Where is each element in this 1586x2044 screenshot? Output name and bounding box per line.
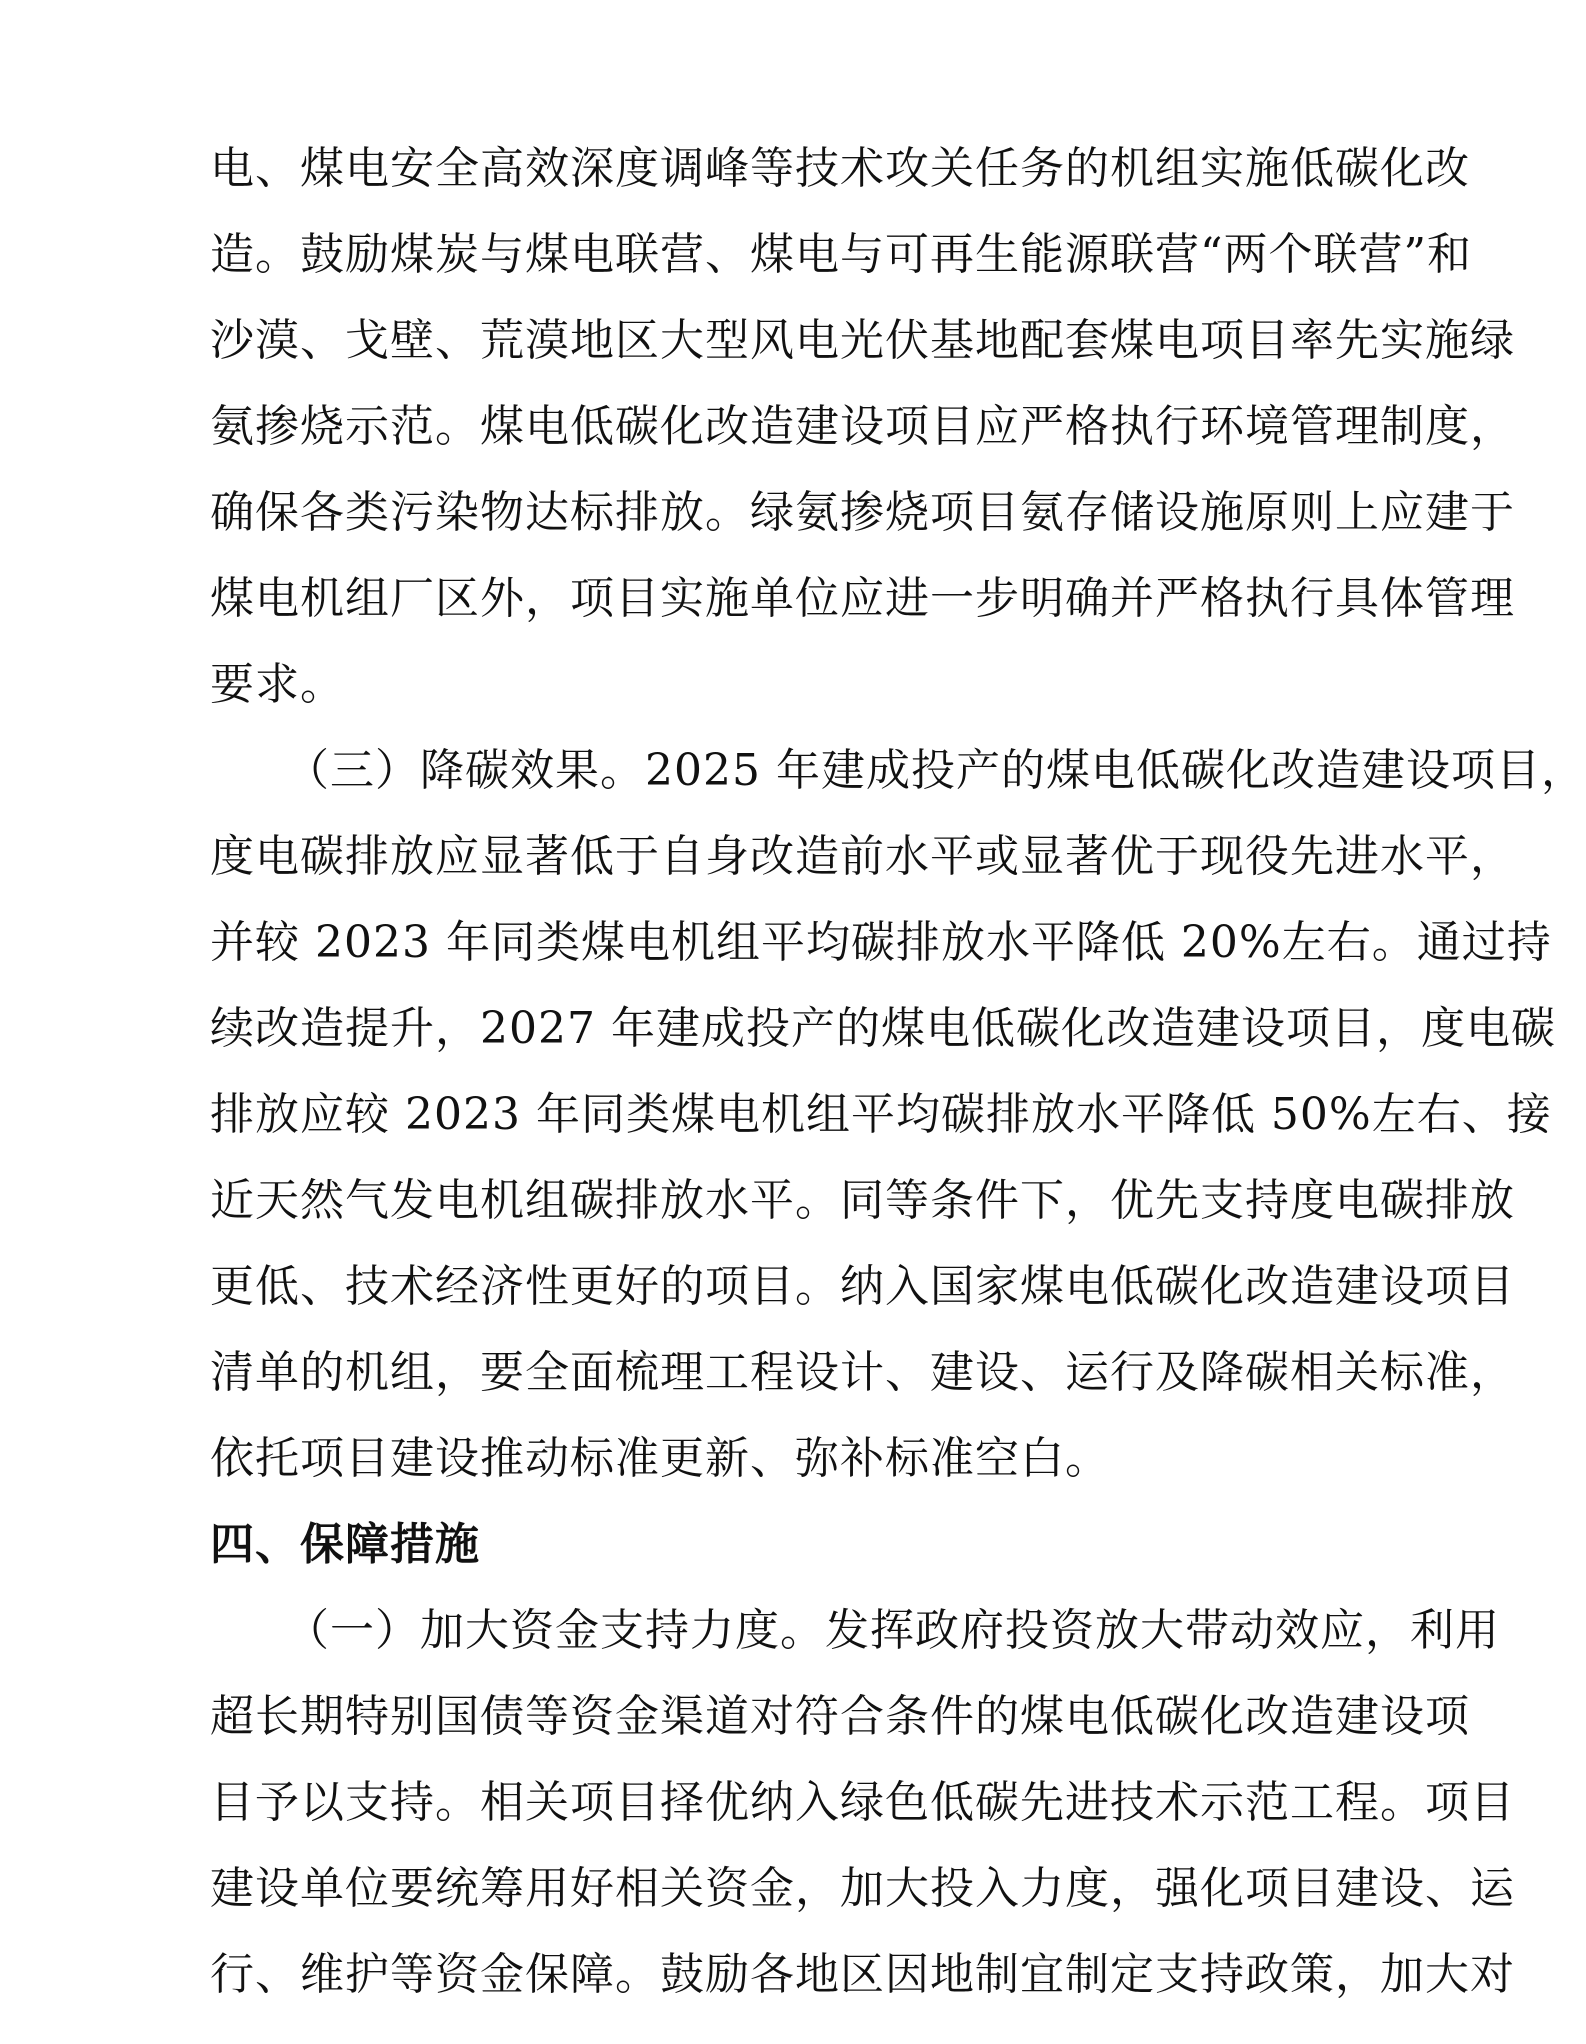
text-line: 行、维护等资金保障。鼓励各地区因地制宜制定支持政策，加大对 bbox=[210, 1949, 1515, 2000]
text-line: 电、煤电安全高效深度调峰等技术攻关任务的机组实施低碳化改 bbox=[210, 143, 1470, 194]
text-line: 排放应较 2023 年同类煤电机组平均碳排放水平降低 50%左右、接 bbox=[210, 1089, 1552, 1140]
text-line: 目予以支持。相关项目择优纳入绿色低碳先进技术示范工程。项目 bbox=[210, 1777, 1515, 1828]
section-heading bbox=[210, 1502, 1335, 1588]
text-line: 建设单位要统筹用好相关资金，加大投入力度，强化项目建设、运 bbox=[210, 1863, 1515, 1914]
text-line: 要求。 bbox=[210, 659, 345, 710]
paragraph-coal-power-retrofit bbox=[210, 126, 1515, 728]
text-line bbox=[210, 728, 1586, 814]
text-line: 煤电机组厂区外，项目实施单位应进一步明确并严格执行具体管理 bbox=[210, 573, 1515, 624]
text-line: 度电碳排放应显著低于自身改造前水平或显著优于现役先进水平， bbox=[210, 831, 1515, 882]
text-line: 确保各类污染物达标排放。绿氨掺烧项目氨存储设施原则上应建于 bbox=[210, 487, 1515, 538]
text-line: 近天然气发电机组碳排放水平。同等条件下，优先支持度电碳排放 bbox=[210, 1175, 1515, 1226]
document-page bbox=[210, 126, 1586, 2018]
text-line: 并较 2023 年同类煤电机组平均碳排放水平降低 20%左右。通过持 bbox=[210, 917, 1552, 968]
text-line: 氨掺烧示范。煤电低碳化改造建设项目应严格执行环境管理制度， bbox=[210, 401, 1515, 452]
text-line: 超长期特别国债等资金渠道对符合条件的煤电低碳化改造建设项 bbox=[210, 1691, 1470, 1742]
text-line: 清单的机组，要全面梳理工程设计、建设、运行及降碳相关标准， bbox=[210, 1347, 1515, 1398]
subsection-label: （一）加大资金支持力度。 bbox=[285, 1605, 825, 1656]
paragraph-funding-support bbox=[210, 1588, 1515, 2018]
text-line: 依托项目建设推动标准更新、弥补标准空白。 bbox=[210, 1433, 1110, 1484]
text-line: 续改造提升，2027 年建成投产的煤电低碳化改造建设项目，度电碳 bbox=[210, 1003, 1556, 1054]
text-line: 沙漠、戈壁、荒漠地区大型风电光伏基地配套煤电项目率先实施绿 bbox=[210, 315, 1515, 366]
text-run: 2025 年建成投产的煤电低碳化改造建设项目， bbox=[645, 745, 1586, 796]
text-line: 更低、技术经济性更好的项目。纳入国家煤电低碳化改造建设项目 bbox=[210, 1261, 1515, 1312]
subsection-label: （三）降碳效果。 bbox=[285, 745, 645, 796]
text-line: 造。鼓励煤炭与煤电联营、煤电与可再生能源联营“两个联营”和 bbox=[210, 229, 1472, 280]
text-line bbox=[210, 1588, 1500, 1674]
paragraph-carbon-reduction-effect bbox=[210, 728, 1586, 1502]
text-run: 发挥政府投资放大带动效应，利用 bbox=[825, 1605, 1500, 1656]
section-heading-text: 四、保障措施 bbox=[210, 1519, 480, 1570]
